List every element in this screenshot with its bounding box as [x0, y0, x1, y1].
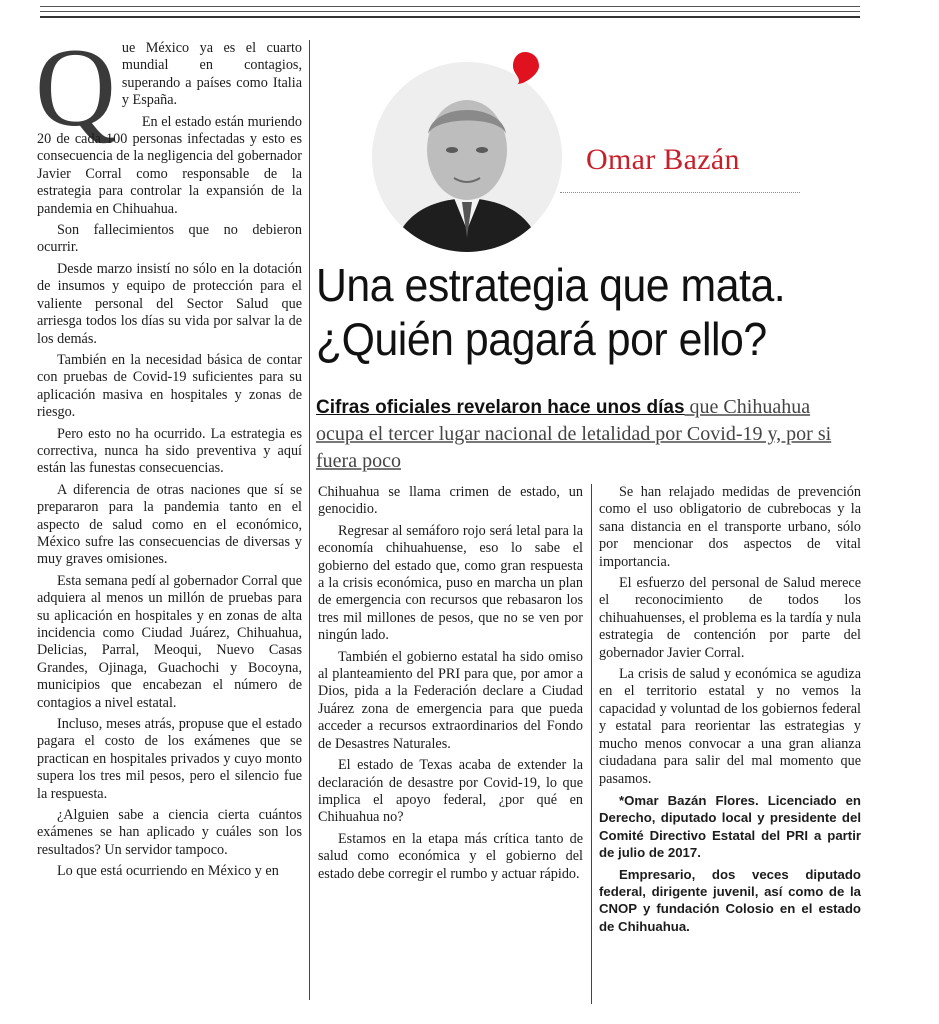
paragraph: A diferencia de otras naciones que sí se prepararon para la pandemia tanto en el aspecto de salud como en el económico, México sufre las consecuencias de diversas y muy graves omisiones.: [37, 481, 302, 568]
subheadline: [316, 394, 861, 475]
headline-line-1: Una estrategia que mata.: [316, 259, 786, 311]
paragraph: También el gobierno estatal ha sido omiso al planteamiento del PRI para que, por amor a Dios, pida a la Federación declare a Ciudad Juárez zona de emergencia para que pueda acceder a recursos extraordinarios del Fondo de Desastres Naturales.: [318, 648, 583, 752]
paragraph: Chihuahua se llama crimen de estado, un genocidio.: [318, 484, 583, 518]
paragraph: Esta semana pedí al gobernador Corral que adquiera al menos un millón de pruebas para su aplicación en hospitales y en zonas de alta incidencia como Ciudad Juárez, Chihuahua, Delicias, Parral, Meoqui, Nuevo Casas Grandes, Ojinaga, Guachochi y Bocoyna, municipios que encabezan el número de contagios a nivel estatal.: [37, 572, 302, 711]
author-photo: [372, 62, 562, 252]
paragraph: El estado de Texas acaba de extender la declaración de desastre por Covid-19, lo que implica el apoyo federal, ¿por qué en Chihuahua no?: [318, 757, 583, 826]
paragraph: Lo que está ocurriendo en México y en: [57, 863, 279, 880]
map-pin-icon: [506, 48, 544, 86]
paragraph: En el estado están muriendo 20 de cada 100 personas infectadas y esto es consecuencia de la negligencia del gobernador Javier Corral como responsable de la estrategia para controlar la expansión de la pandemia en Chihuahua.: [37, 113, 302, 217]
column-middle: [318, 484, 583, 883]
header-rules: [40, 6, 860, 22]
first-paragraph: Que México ya es el cuarto mundial en contagios, superando a países como Italia y España.: [35, 26, 302, 150]
paragraph: Estamos en la etapa más crítica tanto de salud como económica y el gobierno del estado debe corregir el rumbo y actuar rápido.: [318, 830, 583, 882]
paragraph: El esfuerzo del personal de Salud merece el reconocimiento de todos los chihuahuenses, el problema es la tardía y nula estrategia de contención por parte del gobernador Javier Corral.: [599, 575, 861, 661]
paragraph: La crisis de salud y económica se agudiza en el territorio estatal y no vemos la capacidad y voluntad de los gobiernos federal y estatal para reorientar las estrategias y mucho menos convocar a una gran alianza ciudadana para salir del mal momento que pasamos.: [599, 666, 861, 787]
paragraph: Se han relajado medidas de prevención como el uso obligatorio de cubrebocas y la sana distancia en el transporte urbano, sólo por mencionar dos aspectos de vital importancia.: [599, 484, 861, 570]
paragraph: Desde marzo insistí no sólo en la dotación de insumos y equipo de protección para el valiente personal del Sector Salud que arriesga todos los días su vida por salvar la de los demás.: [37, 260, 302, 347]
paragraph: Son fallecimientos que no debieron ocurrir.: [37, 222, 302, 256]
subheadline-rest: que Chihuahua ocupa el tercer lugar nacional de letalidad por Covid-19 y, por si fuera poco: [316, 396, 832, 472]
paragraph: Incluso, meses atrás, propuse que el estado pagara el costo de los exámenes que se practican en hospitales privados y cuyo monto supera los tres mil pesos, pero el silencio fue la respuesta.: [37, 716, 302, 802]
paragraph: Regresar al semáforo rojo será letal para la economía chihuahuense, eso lo sabe el gobierno del estado que, como gran respuesta a la crisis económica, puso en marcha un plan de emergencia con recursos que rebasaron los tres mil millones de pesos, que no se ven por ningún lado.: [318, 522, 583, 644]
column-left: [35, 26, 302, 881]
paragraph: ¿Alguien sabe a ciencia cierta cuántos exámenes se han aplicado y cuáles son los resultados? Un servidor tampoco.: [37, 807, 302, 858]
column-divider: [591, 484, 592, 1004]
author-name: Omar Bazán: [586, 143, 740, 176]
column-right: [599, 484, 861, 935]
author-divider: [560, 192, 800, 193]
author-bio: Empresario, dos veces diputado federal, dirigente juvenil, así como de la CNOP y fundación Colosio en el estado de Chihuahua.: [599, 866, 861, 934]
column-divider: [309, 40, 310, 1000]
subheadline-lead: Cifras oficiales revelaron hace unos días: [316, 397, 685, 418]
paragraph: También en la necesidad básica de contar con pruebas de Covid-19 suficientes para su aplicación masiva en hospitales y zonas de riesgo.: [37, 351, 302, 421]
headline: [316, 258, 828, 366]
paragraph: Pero esto no ha ocurrido. La estrategia es correctiva, nunca ha sido preventiva y aquí están las funestas consecuencias.: [37, 425, 302, 477]
drop-cap: Q: [35, 26, 116, 150]
author-bio: *Omar Bazán Flores. Licenciado en Derecho, diputado local y presidente del Comité Directivo Estatal del PRI a partir de julio de 2017.: [599, 792, 861, 861]
headline-line-2: ¿Quién pagará por ello?: [316, 313, 767, 365]
